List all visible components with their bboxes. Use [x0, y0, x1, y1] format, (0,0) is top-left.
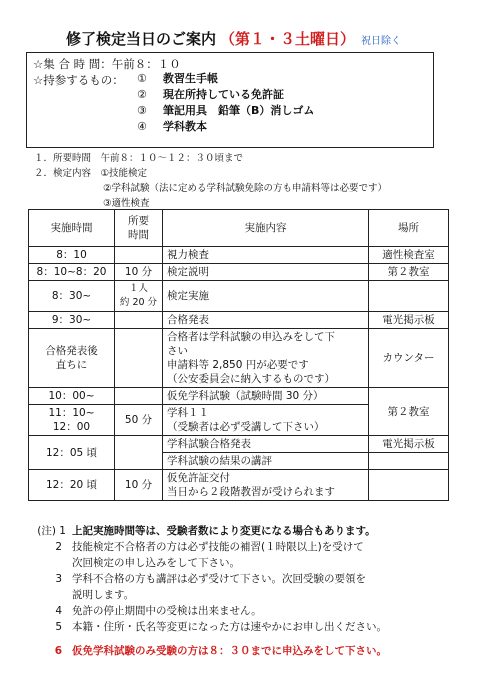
item-number: ④ — [137, 120, 147, 133]
note-number: 2 — [55, 541, 62, 553]
notes-section — [38, 523, 387, 659]
bring-item — [137, 119, 314, 135]
cell-content-line: 申請料等 2,850 円が必要です — [167, 359, 309, 371]
item-number: ① — [137, 72, 147, 85]
cell-time: 8：10~8：20 — [29, 264, 115, 281]
bring-item — [137, 87, 314, 103]
item-text: 筆記用具 鉛筆（B）消しゴム — [163, 104, 315, 117]
cell-duration: 50 分 — [115, 405, 163, 436]
note-item-important — [38, 643, 387, 659]
item-number: ③ — [137, 104, 147, 117]
note-text: 上記実施時間等は、受験者数により変更になる場合もあります。 — [72, 525, 376, 537]
note-item-continued — [38, 555, 387, 571]
cell-content-line: （受験者は必ず受講して下さい） — [167, 421, 325, 433]
cell-place: 第２教室 — [369, 388, 449, 436]
cell-place — [369, 281, 449, 312]
cell-time — [29, 329, 115, 388]
note-item — [38, 539, 387, 555]
cell-content-line: 仮免許証交付 — [167, 472, 230, 484]
bring-item — [137, 103, 314, 119]
cell-content — [163, 470, 369, 501]
header-time: 実施時間 — [29, 210, 115, 247]
note-text: 本籍・住所・氏名等変更になった方は速やかにお申し出ください。 — [72, 621, 387, 633]
cell-content — [163, 329, 369, 388]
cell-content: 学科試験合格発表 — [163, 436, 369, 453]
table-row — [29, 312, 449, 329]
cell-duration — [115, 436, 163, 470]
cell-duration — [115, 312, 163, 329]
note-text: 次回検定の申し込みをして下さい。 — [72, 557, 240, 569]
cell-time: 8：30~ — [29, 281, 115, 312]
note-text: 仮免学科試験のみ受験の方は８：３０までに申込みをして下さい。 — [72, 645, 387, 657]
cell-place: 第２教室 — [369, 264, 449, 281]
table-row — [29, 281, 449, 312]
cell-duration-line: 約 20 分 — [119, 297, 158, 308]
cell-duration-line: １人 — [128, 283, 148, 294]
cell-time: 8：10 — [29, 247, 115, 264]
note-item — [38, 571, 387, 587]
cell-time-line: 12：00 — [52, 421, 91, 433]
page-title-row — [66, 28, 401, 49]
item-text: 教習生手帳 — [163, 72, 218, 85]
note-number: (注) 1 — [37, 525, 66, 537]
content-line-2: ②学科試験（法に定める学科試験免除の方も申請料等は必要です） — [103, 183, 388, 194]
item-text: 学科教本 — [163, 120, 207, 133]
cell-time: 12：05 頃 — [29, 436, 115, 470]
cell-duration — [115, 281, 163, 312]
table-row — [29, 470, 449, 501]
cell-content: 学科試験の結果の講評 — [163, 453, 369, 470]
cell-content: 検定説明 — [163, 264, 369, 281]
note-item — [38, 619, 387, 635]
cell-place: 適性検査室 — [369, 247, 449, 264]
cell-duration — [115, 247, 163, 264]
note-text: 説明します。 — [72, 589, 135, 601]
cell-content: 視力検査 — [163, 247, 369, 264]
cell-duration: 10 分 — [115, 264, 163, 281]
holiday-note: 祝日除く — [361, 36, 402, 47]
note-text: 免許の停止期間中の受検は出来ません。 — [72, 605, 262, 617]
note-item — [38, 603, 387, 619]
duration-line: １．所要時間 午前８：１０〜１２：３０頃まで — [34, 153, 244, 164]
item-text: 現在所持している免許証 — [163, 88, 284, 101]
header-content: 実施内容 — [163, 210, 369, 247]
cell-content-line: さい — [167, 345, 188, 357]
table-row — [29, 247, 449, 264]
cell-time: 12：20 頃 — [29, 470, 115, 501]
cell-place — [369, 453, 449, 470]
table-row — [29, 264, 449, 281]
cell-duration: 10 分 — [115, 470, 163, 501]
page-title: 修了検定当日のご案内 — [66, 30, 217, 48]
content-line-3: ③適性検査 — [103, 198, 150, 209]
cell-place: カウンター — [369, 329, 449, 388]
cell-time: 10：00~ — [29, 388, 115, 405]
bring-item — [137, 71, 314, 87]
note-text: 学科不合格の方も講評は必ず受けて下さい。次回受験の要領を — [72, 573, 366, 585]
info-box — [26, 52, 434, 148]
cell-place: 電光掲示板 — [369, 436, 449, 453]
meeting-time: ☆集 合 時 間：午前８：１０ — [33, 57, 181, 71]
cell-time: 9：30~ — [29, 312, 115, 329]
cell-content-line: 当日から２段階教習が受けられます — [167, 486, 335, 498]
header-duration-2: 時間 — [128, 229, 149, 241]
cell-content-line: （公安委員会に納入するものです） — [167, 373, 335, 385]
note-number: 5 — [55, 621, 62, 633]
bring-items — [137, 71, 314, 135]
header-duration-1: 所要 — [128, 215, 149, 227]
note-number: 6 — [54, 645, 62, 657]
cell-duration — [115, 388, 163, 405]
cell-content — [163, 405, 369, 436]
header-place: 場所 — [369, 210, 449, 247]
cell-content-line: 学科１１ — [167, 407, 209, 419]
header-duration — [115, 210, 163, 247]
cell-content-line: 合格者は学科試験の申込みをして下 — [167, 331, 335, 343]
cell-time — [29, 405, 115, 436]
note-item — [38, 523, 387, 539]
cell-duration — [115, 329, 163, 388]
item-number: ② — [137, 88, 147, 101]
cell-place — [369, 470, 449, 501]
cell-content: 仮免学科試験（試験時間 30 分） — [163, 388, 369, 405]
title-days: （第１・３土曜日） — [220, 30, 356, 48]
note-number: 3 — [55, 573, 62, 585]
cell-place: 電光掲示板 — [369, 312, 449, 329]
note-text: 技能検定不合格者の方は必ず技能の補習(１時限以上)を受けて — [72, 541, 364, 553]
table-row — [29, 436, 449, 453]
table-row — [29, 388, 449, 405]
cell-time-line: 直ちに — [55, 359, 88, 371]
cell-content: 合格発表 — [163, 312, 369, 329]
bring-label: ☆持参するもの： — [33, 73, 124, 87]
table-row — [29, 329, 449, 388]
content-line-1: ２．検定内容 ①技能検定 — [34, 168, 148, 179]
schedule-table — [28, 209, 449, 501]
cell-time-line: 11：10~ — [48, 407, 95, 419]
table-header-row — [29, 210, 449, 247]
cell-content: 検定実施 — [163, 281, 369, 312]
cell-time-line: 合格発表後 — [45, 345, 98, 357]
note-number: 4 — [55, 605, 62, 617]
note-item-continued — [38, 587, 387, 603]
